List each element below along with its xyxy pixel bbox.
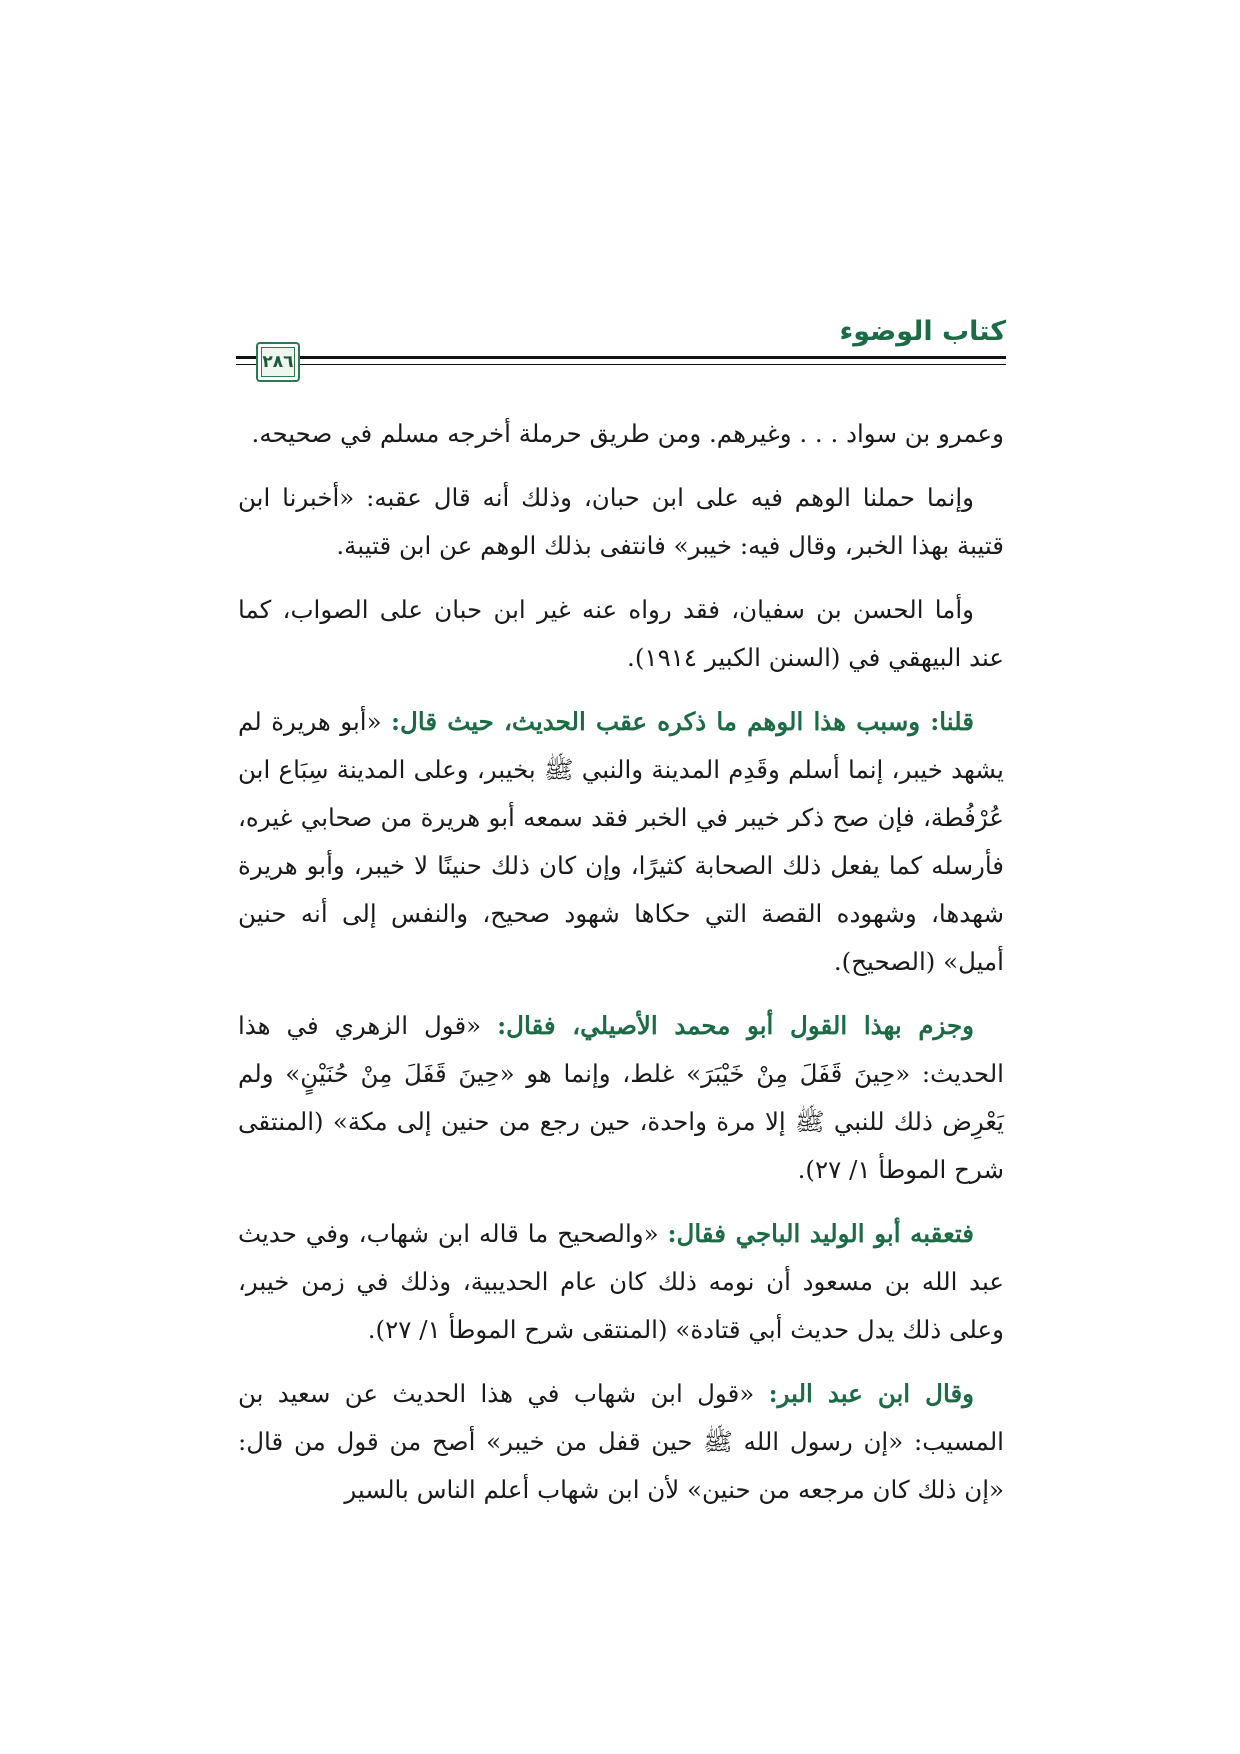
paragraph-text: وإنما حملنا الوهم فيه على ابن حبان، وذلك أنه قال عقبه: «أخبرنا ابن قتيبة بهذا الخبر، وقال فيه: خيبر» فانتفى بذلك الوهم عن ابن قتيبة. xyxy=(238,483,1004,560)
paragraph-text: «قول ابن شهاب في هذا الحديث عن سعيد بن المسيب: «إن رسول الله ﷺ حين قفل من خيبر» أصح من قول من قال: «إن ذلك كان مرجعه من حنين» لأن ابن شهاب أعلم الناس بالسير xyxy=(238,1379,1004,1504)
paragraph-lead: قلنا: وسبب هذا الوهم ما ذكره عقب الحديث، حيث قال: xyxy=(391,707,974,736)
paragraph-text: وأما الحسن بن سفيان، فقد رواه عنه غير ابن حبان على الصواب، كما عند البيهقي في (السنن الكبير ١٩١٤). xyxy=(238,595,1004,672)
paragraph xyxy=(238,474,1004,570)
paragraph-text: «قول الزهري في هذا الحديث: «حِينَ قَفَلَ مِنْ خَيْبَرَ» غلط، وإنما هو «حِينَ قَفَلَ مِنْ حُنَيْنٍ» ولم يَعْرِض ذلك للنبي ﷺ إلا مرة واحدة، حين رجع من حنين إلى مكة» (المنتقى شرح الموطأ ١/ ٢٧). xyxy=(238,1011,1004,1184)
book-title: كتاب الوضوء xyxy=(839,316,1006,347)
header-rule-left-thin xyxy=(236,364,258,365)
header-rule-thin xyxy=(290,364,1006,365)
paragraph-text: وعمرو بن سواد . . . وغيرهم. ومن طريق حرملة أخرجه مسلم في صحيحه. xyxy=(251,419,1004,448)
paragraph-lead: وجزم بهذا القول أبو محمد الأصيلي، فقال: xyxy=(497,1011,974,1040)
paragraph xyxy=(238,1210,1004,1354)
paragraph-text: «والصحيح ما قاله ابن شهاب، وفي حديث عبد الله بن مسعود أن نومه ذلك كان عام الحديبية، وذلك في زمن خيبر، وعلى ذلك يدل حديث أبي قتادة» (المنتقى شرح الموطأ ١/ ٢٧). xyxy=(238,1219,1004,1344)
paragraph xyxy=(238,1370,1004,1514)
page-number: ٢٨٦ xyxy=(262,352,294,372)
page-header xyxy=(236,312,1006,392)
paragraph xyxy=(238,698,1004,986)
paragraph-lead: فتعقبه أبو الوليد الباجي فقال: xyxy=(667,1219,974,1248)
header-rule-thick xyxy=(290,356,1006,359)
paragraph xyxy=(238,410,1004,458)
header-rule-left-thick xyxy=(236,356,258,359)
paragraph-lead: وقال ابن عبد البر: xyxy=(768,1379,974,1408)
page-number-ornament xyxy=(256,342,300,382)
paragraph-text: «أبو هريرة لم يشهد خيبر، إنما أسلم وقَدِم المدينة والنبي ﷺ بخيبر، وعلى المدينة سِبَاع ابن عُرْفُطة، فإن صح ذكر خيبر في الخبر فقد سمعه أبو هريرة من صحابي غيره، فأرسله كما يفعل ذلك الصحابة كثيرًا، وإن كان ذلك حنينًا لا خيبر، وأبو هريرة شهدها، وشهوده القصة التي حكاها شهود صحيح، والنفس إلى أنه حنين أميل» (الصحيح). xyxy=(238,707,1004,976)
page-body xyxy=(238,410,1004,1530)
paragraph xyxy=(238,1002,1004,1194)
paragraph xyxy=(238,586,1004,682)
